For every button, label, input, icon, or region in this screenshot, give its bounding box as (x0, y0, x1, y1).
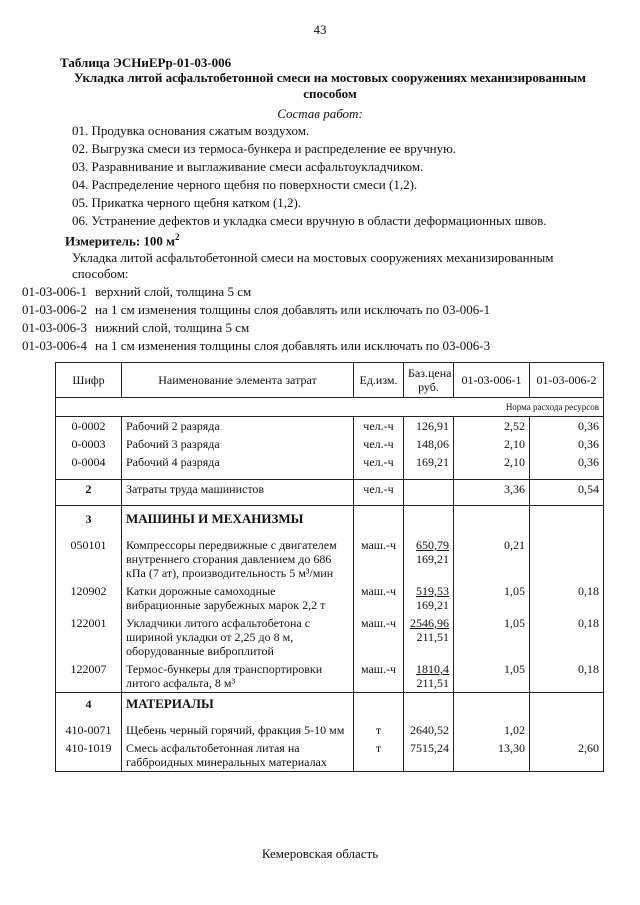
cell-price: 148,06 (404, 435, 454, 453)
code-row (22, 337, 490, 355)
section-row-machines (56, 506, 604, 529)
table-row (56, 453, 604, 471)
price-main: 2546,96 (410, 616, 449, 630)
table-row (56, 417, 604, 436)
cell-unit: т (354, 739, 404, 772)
price-main: 1810,4 (416, 662, 449, 676)
section-code: 3 (56, 506, 122, 529)
price-main: 650,79 (416, 538, 449, 552)
cell-price: 7515,24 (404, 739, 454, 772)
norm-label: Норма расхода ресурсов (56, 398, 604, 417)
code-desc: на 1 см изменения толщины слоя добавлять или исключать по 03-006-3 (95, 338, 491, 353)
col-header-code: Шифр (56, 363, 122, 398)
section-name: МАШИНЫ И МЕХАНИЗМЫ (122, 506, 354, 529)
cell-price (404, 536, 454, 582)
section-name: Затраты труда машинистов (122, 479, 354, 498)
cell-price (404, 660, 454, 693)
code-id: 01-03-006-4 (22, 338, 87, 353)
col-header-v2: 01-03-006-2 (530, 363, 604, 398)
cell-v1: 1,02 (454, 721, 530, 739)
code-row (22, 301, 490, 319)
cell-v2: 0,36 (530, 435, 604, 453)
cell-v1: 1,05 (454, 660, 530, 693)
cell-unit: чел.-ч (354, 453, 404, 471)
cell-unit: маш.-ч (354, 614, 404, 660)
cell-name: Рабочий 2 разряда (122, 417, 354, 436)
cell-v1: 0,21 (454, 536, 530, 582)
code-desc: верхний слой, толщина 5 см (95, 284, 252, 299)
cell-code: 120902 (56, 582, 122, 614)
cell-unit: чел.-ч (354, 417, 404, 436)
price-main: 519,53 (416, 584, 449, 598)
price-operator: 169,21 (416, 598, 449, 612)
work-item: 03. Разравнивание и выглаживание смеси асфальтоукладчиком. (72, 159, 424, 174)
spacer-row (56, 498, 604, 506)
cell-name: Термос-бункеры для транспортировки литого асфальта, 8 м³ (122, 660, 354, 693)
section-code: 2 (56, 479, 122, 498)
cell-v1: 1,05 (454, 582, 530, 614)
works-list (72, 122, 547, 230)
resource-table (55, 362, 604, 772)
col-header-v1: 01-03-006-1 (454, 363, 530, 398)
work-item: 01. Продувка основания сжатым воздухом. (72, 123, 310, 138)
cell-price: 126,91 (404, 417, 454, 436)
cell-price (404, 614, 454, 660)
section-name: МАТЕРИАЛЫ (122, 693, 354, 714)
cell-price (404, 582, 454, 614)
table-subtitle: Укладка литой асфальтобетонной смеси на мостовых сооружениях механизированным способом (73, 70, 587, 101)
cell-code: 0-0004 (56, 453, 122, 471)
cell-v2: 0,36 (530, 453, 604, 471)
cell-v2: 2,60 (530, 739, 604, 772)
cell-name: Смесь асфальтобетонная литая на габброидных минеральных материалах (122, 739, 354, 772)
code-id: 01-03-006-3 (22, 320, 87, 335)
spacer-row (56, 713, 604, 721)
cell-price: 2640,52 (404, 721, 454, 739)
work-item: 06. Устранение дефектов и укладка смеси вручную в области деформационных швов. (72, 213, 547, 228)
cell-unit: чел.-ч (354, 479, 404, 498)
code-row (22, 319, 490, 337)
cell-code: 0-0002 (56, 417, 122, 436)
code-row (22, 283, 490, 301)
code-desc: нижний слой, толщина 5 см (95, 320, 250, 335)
measure-label: Измеритель: 100 м (65, 233, 176, 249)
code-list (22, 283, 490, 355)
spacer-row (56, 528, 604, 536)
cell-unit: маш.-ч (354, 660, 404, 693)
cell-name: Укладчики литого асфальтобетона с шириной укладки от 2,25 до 8 м, оборудованные виброплитой (122, 614, 354, 660)
cell-code: 410-0071 (56, 721, 122, 739)
cell-v2 (530, 536, 604, 582)
work-item: 05. Прикатка черного щебня катком (1,2). (72, 195, 302, 210)
works-heading: Состав работ: (277, 106, 363, 121)
table-row (56, 435, 604, 453)
table-row (56, 614, 604, 660)
table-row (56, 536, 604, 582)
cell-v2: 0,36 (530, 417, 604, 436)
cell-v1: 3,36 (454, 479, 530, 498)
measure-unit (65, 232, 180, 249)
cell-v2: 0,18 (530, 614, 604, 660)
section-row-materials (56, 693, 604, 714)
table-row (56, 739, 604, 772)
cell-code: 0-0003 (56, 435, 122, 453)
section-row-labor (56, 479, 604, 498)
price-operator: 211,51 (416, 630, 449, 644)
price-operator: 211,51 (416, 676, 449, 690)
cell-unit: маш.-ч (354, 536, 404, 582)
intro-text: Укладка литой асфальтобетонной смеси на мостовых сооружениях механизированным способом: (72, 250, 554, 281)
col-header-price: Баз.цена руб. (404, 363, 454, 398)
cell-v2: 0,18 (530, 660, 604, 693)
section-code: 4 (56, 693, 122, 714)
norm-row (56, 398, 604, 417)
cell-name: Щебень черный горячий, фракция 5-10 мм (122, 721, 354, 739)
cell-v1: 2,52 (454, 417, 530, 436)
table-title: Таблица ЭСНиЕРр-01-03-006 (60, 55, 232, 70)
table-row (56, 582, 604, 614)
spacer-row (56, 471, 604, 479)
cell-name: Рабочий 3 разряда (122, 435, 354, 453)
cell-code: 122007 (56, 660, 122, 693)
cell-v2: 0,18 (530, 582, 604, 614)
code-desc: на 1 см изменения толщины слоя добавлять или исключать по 03-006-1 (95, 302, 491, 317)
cell-code: 122001 (56, 614, 122, 660)
cell-unit: чел.-ч (354, 435, 404, 453)
cell-code: 050101 (56, 536, 122, 582)
code-id: 01-03-006-1 (22, 284, 87, 299)
cell-price: 169,21 (404, 453, 454, 471)
cell-v2 (530, 721, 604, 739)
work-item: 04. Распределение черного щебня по поверхности смеси (1,2). (72, 177, 418, 192)
cell-v1: 1,05 (454, 614, 530, 660)
price-operator: 169,21 (416, 552, 449, 566)
cell-name: Компрессоры передвижные с двигателем внутреннего сгорания давлением до 686 кПа (7 ат), производительность 5 м³/мин (122, 536, 354, 582)
cell-unit: маш.-ч (354, 582, 404, 614)
col-header-unit: Ед.изм. (354, 363, 404, 398)
measure-sup: 2 (175, 232, 180, 242)
cell-v1: 13,30 (454, 739, 530, 772)
table-header-row (56, 363, 604, 398)
work-item: 02. Выгрузка смеси из термоса-бункера и распределение ее вручную. (72, 141, 457, 156)
cell-name: Катки дорожные самоходные вибрационные зарубежных марок 2,2 т (122, 582, 354, 614)
cell-v1: 2,10 (454, 453, 530, 471)
col-header-name: Наименование элемента затрат (122, 363, 354, 398)
page-number: 43 (313, 22, 327, 37)
cell-v1: 2,10 (454, 435, 530, 453)
cell-name: Рабочий 4 разряда (122, 453, 354, 471)
footer-region: Кемеровская область (261, 846, 379, 861)
cell-v2: 0,54 (530, 479, 604, 498)
cell-code: 410-1019 (56, 739, 122, 772)
code-id: 01-03-006-2 (22, 302, 87, 317)
table-row (56, 660, 604, 693)
table-row (56, 721, 604, 739)
cell-unit: т (354, 721, 404, 739)
